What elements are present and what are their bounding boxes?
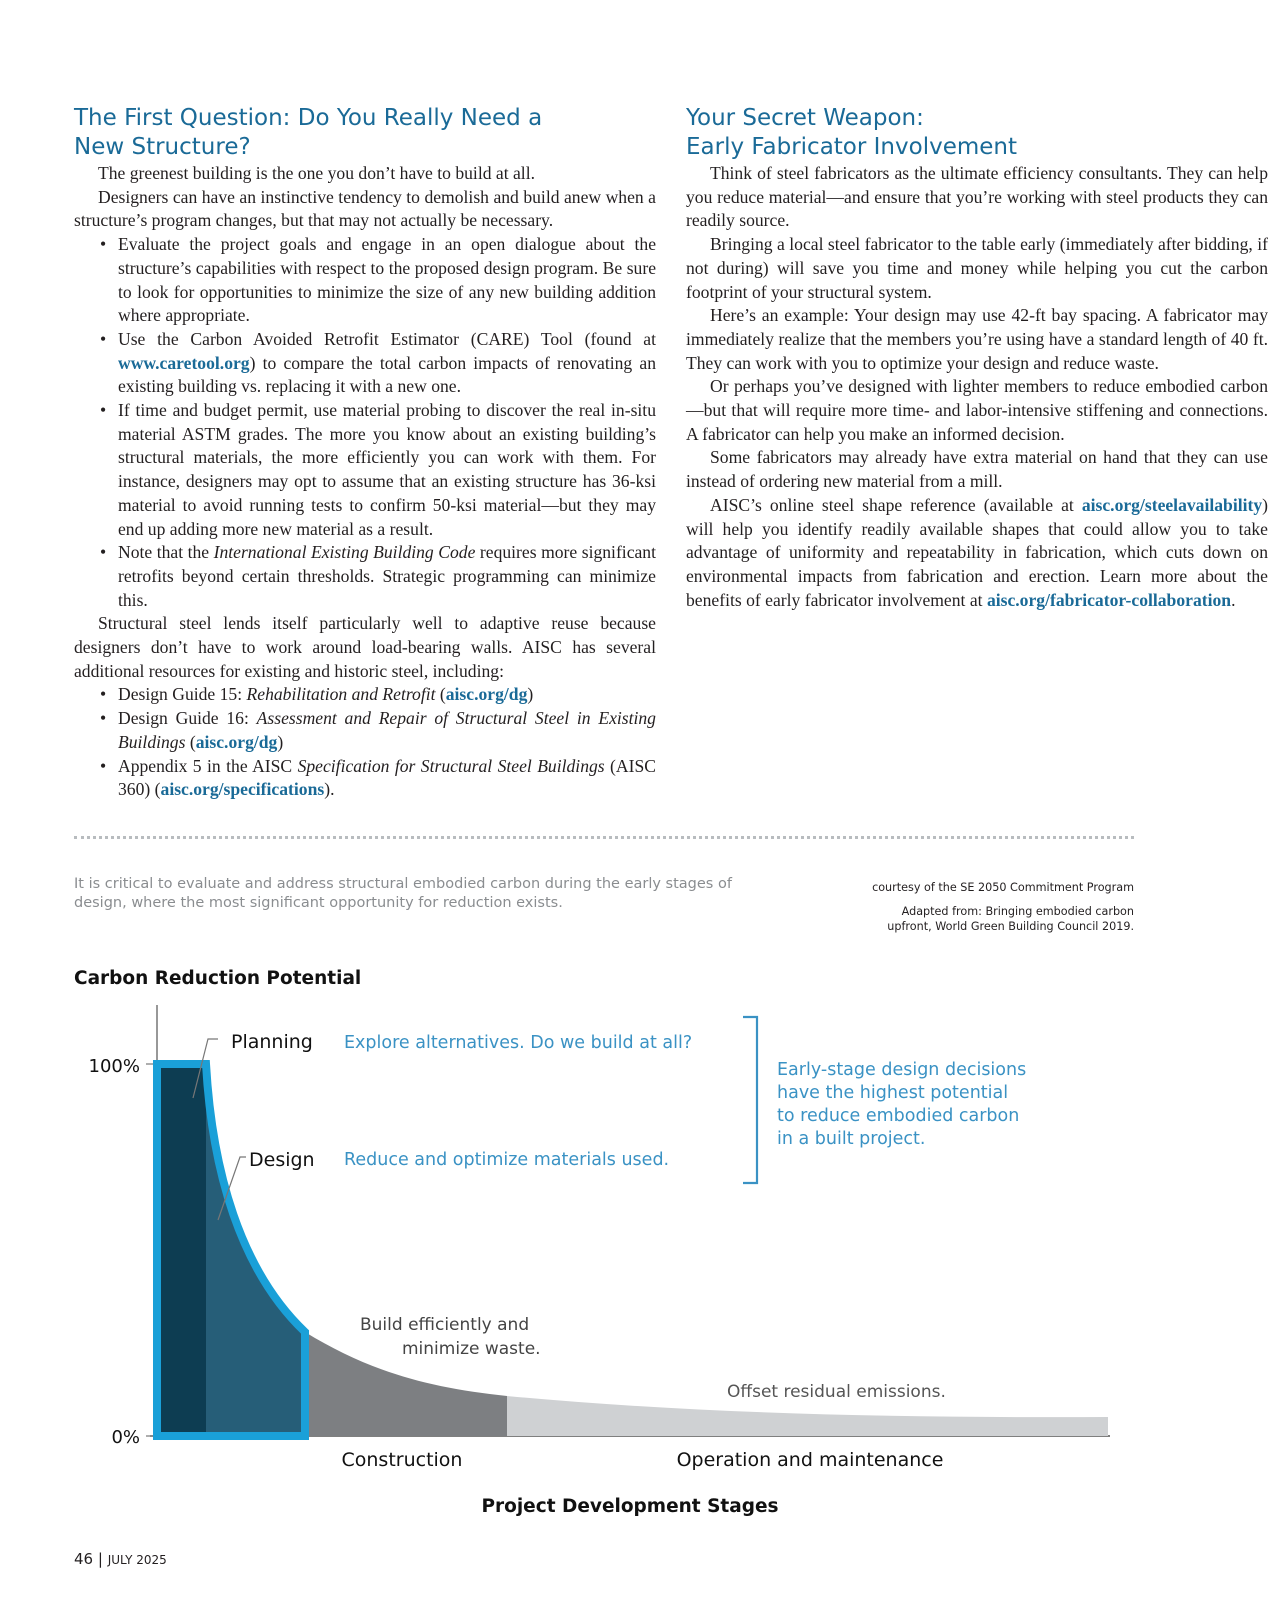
x-label-operation: Operation and maintenance [676, 1449, 944, 1471]
annotation-bracket [743, 1017, 757, 1183]
design-area [206, 1064, 305, 1436]
bullet-item: • Note that the International Existing Building Code requires more significant retrofits beyond certain thresholds. Strategic programming can minimize this. [74, 541, 656, 612]
chart-title: Carbon Reduction Potential [74, 968, 362, 989]
annotation-line: to reduce embodied carbon [777, 1106, 1020, 1126]
page-footer: 46 | JULY 2025 [74, 1550, 167, 1568]
annotation-line: have the highest potential [777, 1083, 1009, 1103]
figure-credit: courtesy of the SE 2050 Commitment Program [872, 881, 1134, 894]
annotation-line: in a built project. [777, 1129, 926, 1149]
right-paragraph: Here’s an example: Your design may use 42-ft bay spacing. A fabricator may immediately realize that the members you’re using have a standard length of 40 ft. They can work with you to optimize your design and reduce waste. [686, 305, 1268, 373]
bullet-item: • Use the Carbon Avoided Retrofit Estimator (CARE) Tool (found at www.caretool.org) to compare the total carbon impacts of renovating an existing building vs. replacing it with a new one. [74, 328, 656, 399]
right-paragraph: AISC’s online steel shape reference (available at aisc.org/steelavailability) will help you identify readily available shapes that could allow you to take advantage of uniformity and repeatability in fabrication, which cuts down on environmental impacts from fabrication and erection. Learn more about the benefits of early fabricator involvement at aisc.org/fabricator-collaboration. [686, 494, 1268, 610]
operation-note: Offset residual emissions. [727, 1382, 946, 1402]
annotation-line: Early-stage design decisions [777, 1060, 1027, 1080]
dotted-divider [74, 836, 1134, 839]
left-paragraph: The greenest building is the one you don’t have to build at all. [98, 163, 535, 183]
construction-note: Build efficiently and [360, 1315, 530, 1335]
operation-area [507, 1396, 1108, 1436]
y-tick-label-0: 0% [111, 1427, 140, 1448]
figure-source: Adapted from: Bringing embodied carbon upfront, World Green Building Council 2019. [887, 905, 1134, 933]
figure-caption: It is critical to evaluate and address structural embodied carbon during the early stages of design, where the most significant opportunity for reduction exists. [74, 876, 732, 911]
design-note: Reduce and optimize materials used. [344, 1150, 670, 1170]
resource-item: • Appendix 5 in the AISC Specification for Structural Steel Buildings (AISC 360) (aisc.org/specifications). [74, 755, 656, 802]
planning-note: Explore alternatives. Do we build at all? [344, 1033, 693, 1053]
planning-label: Planning [231, 1031, 313, 1053]
bullet-item: • Evaluate the project goals and engage in an open dialogue about the structure’s capabilities with respect to the proposed design program. Be sure to look for opportunities to minimize the size of any new building addition where appropriate. [74, 233, 656, 328]
planning-area [157, 1064, 206, 1436]
right-paragraph: Or perhaps you’ve designed with lighter members to reduce embodied carbon—but that will require more time- and labor-intensive stiffening and connections. A fabricator can help you make an informed decision. [686, 376, 1268, 444]
bullet-item: • If time and budget permit, use material probing to discover the real in-situ material ASTM grades. The more you know about an existing building’s structural materials, the more efficiently you can work with them. For instance, designers may opt to assume that an existing structure has 36-ksi material to avoid running tests to confirm 50-ksi material—but they may end up adding more new material as a result. [74, 399, 656, 541]
y-tick-label-100: 100% [88, 1056, 140, 1077]
left-paragraph: Designers can have an instinctive tendency to demolish and build anew when a structure’s program changes, but that may not actually be necessary. [74, 186, 656, 231]
design-guide-link[interactable]: aisc.org/dg [445, 684, 528, 705]
x-axis-title: Project Development Stages [481, 1496, 779, 1517]
right-paragraph: Bringing a local steel fabricator to the table early (immediately after bidding, if not during) will save you time and money while helping you cut the carbon footprint of your structural system. [686, 234, 1268, 302]
left-paragraph: Structural steel lends itself particularly well to adaptive reuse because designers don’t have to work around load-bearing walls. AISC has several additional resources for existing and historic steel, including: [74, 613, 656, 681]
right-heading: Your Secret Weapon: Early Fabricator Involvement [686, 105, 1017, 160]
resource-item: • Design Guide 16: Assessment and Repair of Structural Steel in Existing Buildings (aisc.org/dg) [74, 707, 656, 754]
steelavailability-link[interactable]: aisc.org/steelavailability [1081, 494, 1263, 515]
design-label: Design [249, 1149, 315, 1171]
carbon-reduction-chart [0, 990, 1200, 1490]
issue-date: JULY 2025 [107, 1553, 167, 1567]
fabricator-collaboration-link[interactable]: aisc.org/fabricator-collaboration [986, 589, 1232, 610]
right-paragraph: Think of steel fabricators as the ultimate efficiency consultants. They can help you reduce material—and ensure that you’re working with steel products they can readily source. [686, 163, 1268, 231]
caretool-link[interactable]: www.caretool.org [118, 352, 250, 373]
x-label-construction: Construction [341, 1449, 463, 1471]
resource-list [74, 683, 656, 802]
right-paragraph: Some fabricators may already have extra material on hand that they can use instead of ordering new material from a mill. [686, 447, 1268, 492]
resource-item: • Design Guide 15: Rehabilitation and Retrofit (aisc.org/dg) [74, 683, 656, 707]
left-heading: The First Question: Do You Really Need a New Structure? [74, 105, 543, 160]
right-column [686, 104, 1268, 612]
page-number: 46 [74, 1550, 94, 1568]
specifications-link[interactable]: aisc.org/specifications [160, 779, 325, 800]
design-guide-link[interactable]: aisc.org/dg [195, 731, 278, 752]
construction-note: minimize waste. [402, 1339, 541, 1359]
left-column [74, 104, 656, 802]
left-bullet-list [74, 233, 656, 612]
